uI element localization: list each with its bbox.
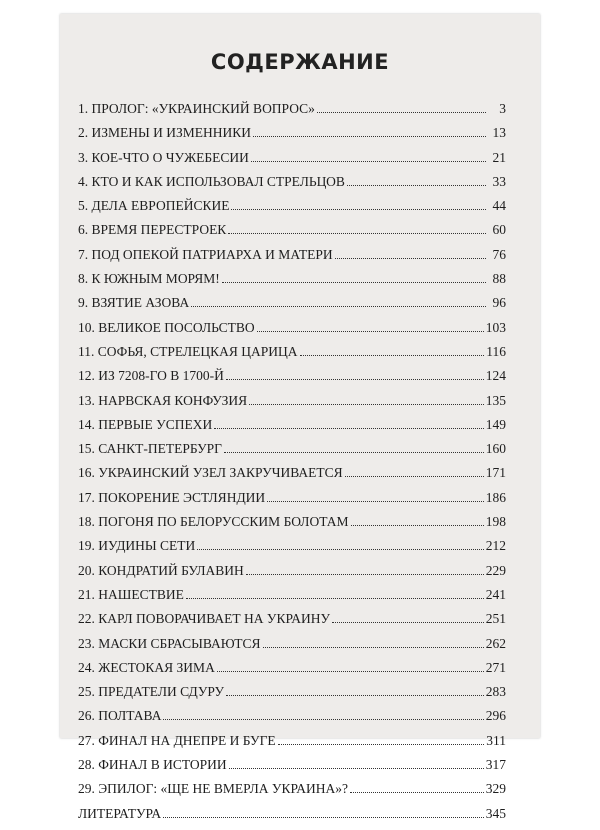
toc-entry-title: 22. КАРЛ ПОВОРАЧИВАЕТ НА УКРАИНУ: [78, 611, 331, 627]
dot-leader: [345, 476, 484, 477]
toc-entry-page-number: 88: [492, 271, 506, 287]
toc-entry: [78, 320, 506, 344]
toc-entry: [78, 150, 506, 174]
dot-leader: [347, 185, 486, 186]
dot-leader: [249, 404, 484, 405]
toc-entry-page-number: 116: [486, 343, 506, 359]
toc-entry-title: 3. КОЕ-ЧТО О ЧУЖЕБЕСИИ: [78, 149, 249, 165]
toc-entry: [78, 368, 506, 392]
dot-leader: [335, 258, 486, 259]
book-page: [60, 14, 540, 821]
dot-leader: [228, 233, 486, 234]
toc-entry-page-number: 76: [492, 246, 506, 262]
toc-entry-title: 7. ПОД ОПЕКОЙ ПАТРИАРХА И МАТЕРИ: [78, 246, 333, 262]
toc-entry-title: 6. ВРЕМЯ ПЕРЕСТРОЕК: [78, 222, 227, 238]
toc-entry: [78, 174, 506, 198]
toc-entry-page-number: 251: [485, 611, 506, 627]
dot-leader: [267, 501, 484, 502]
toc-entry-page-number: 96: [492, 295, 506, 311]
page-title: СОДЕРЖАНИЕ: [210, 50, 390, 74]
toc-entry: [78, 271, 506, 295]
toc-entry: [78, 757, 506, 781]
dot-leader: [163, 719, 483, 720]
toc-entry-title: 10. ВЕЛИКОЕ ПОСОЛЬСТВО: [78, 319, 255, 335]
dot-leader: [226, 379, 484, 380]
toc-entry-page-number: 198: [485, 514, 506, 530]
toc-entry-title: ЛИТЕРАТУРА: [78, 805, 162, 821]
toc-entry: [78, 101, 506, 125]
dot-leader: [214, 428, 484, 429]
toc-entry: [78, 393, 506, 417]
toc-entry-page-number: 3: [499, 101, 506, 116]
toc-entry-page-number: 103: [485, 319, 506, 335]
dot-leader: [226, 695, 484, 696]
dot-leader: [163, 817, 484, 818]
toc-entry: [78, 538, 506, 562]
toc-entry: [78, 490, 506, 514]
dot-leader: [253, 136, 486, 137]
toc-entry-page-number: 345: [485, 805, 506, 821]
toc-entry-title: 2. ИЗМЕНЫ И ИЗМЕННИКИ: [78, 125, 252, 141]
toc-entry: [78, 733, 506, 757]
toc-entry-title: 5. ДЕЛА ЕВРОПЕЙСКИЕ: [78, 198, 230, 214]
toc-entry-title: 12. ИЗ 7208-ГО В 1700-Й: [78, 368, 224, 384]
toc-entry: [78, 247, 506, 271]
toc-entry: [78, 684, 506, 708]
dot-leader: [257, 331, 484, 332]
toc-entry: [78, 417, 506, 441]
toc-entry-page-number: 160: [485, 441, 506, 457]
toc-entry-page-number: 33: [492, 173, 506, 189]
toc-entry: [78, 344, 506, 368]
dot-leader: [186, 598, 484, 599]
toc-entry-page-number: 171: [485, 465, 506, 481]
toc-entry-page-number: 44: [492, 198, 506, 214]
toc-entry: [78, 295, 506, 319]
toc-entry-title: 24. ЖЕСТОКАЯ ЗИМА: [78, 659, 215, 675]
dot-leader: [217, 671, 484, 672]
toc-entry-title: 4. КТО И КАК ИСПОЛЬЗОВАЛ СТРЕЛЬЦОВ: [78, 173, 345, 189]
toc-entry-title: 26. ПОЛТАВА: [78, 708, 162, 724]
dot-leader: [197, 549, 483, 550]
dot-leader: [224, 452, 484, 453]
toc-entry-title: 9. ВЗЯТИЕ АЗОВА: [78, 295, 190, 311]
toc-entry-page-number: 296: [485, 708, 506, 724]
toc-entry-title: 17. ПОКОРЕНИЕ ЭСТЛЯНДИИ: [78, 489, 266, 505]
toc-entry: [78, 198, 506, 222]
toc-entry: [78, 465, 506, 489]
toc-entry-title: 29. ЭПИЛОГ: «ЩЕ НЕ ВМЕРЛА УКРАИНА»?: [78, 781, 348, 797]
toc-entry-title: 1. ПРОЛОГ: «УКРАИНСКИЙ ВОПРОС»: [78, 101, 315, 116]
dot-leader: [351, 525, 484, 526]
dot-leader: [231, 209, 486, 210]
toc-entry: [78, 806, 506, 830]
dot-leader: [222, 282, 486, 283]
toc-entry: [78, 222, 506, 246]
toc-entry-page-number: 212: [485, 538, 506, 554]
toc-entry-page-number: 283: [485, 684, 506, 700]
toc-entry-title: 11. СОФЬЯ, СТРЕЛЕЦКАЯ ЦАРИЦА: [78, 343, 298, 359]
toc-entry-page-number: 262: [485, 635, 506, 651]
toc-entry-page-number: 241: [485, 586, 506, 602]
dot-leader: [251, 161, 486, 162]
dot-leader: [191, 306, 486, 307]
toc-entry-page-number: 135: [485, 392, 506, 408]
toc-entry-title: 19. ИУДИНЫ СЕТИ: [78, 538, 196, 554]
toc-entry-page-number: 311: [486, 732, 506, 748]
toc-entry-title: 27. ФИНАЛ НА ДНЕПРЕ И БУГЕ: [78, 732, 276, 748]
toc-entry-title: 8. К ЮЖНЫМ МОРЯМ!: [78, 271, 220, 287]
dot-leader: [246, 574, 484, 575]
table-of-contents: [78, 101, 506, 830]
dot-leader: [229, 768, 484, 769]
dot-leader: [300, 355, 485, 356]
toc-entry-title: 16. УКРАИНСКИЙ УЗЕЛ ЗАКРУЧИВАЕТСЯ: [78, 465, 343, 481]
toc-entry-title: 15. САНКТ-ПЕТЕРБУРГ: [78, 441, 222, 457]
toc-entry: [78, 708, 506, 732]
dot-leader: [317, 112, 486, 113]
toc-entry-page-number: 229: [485, 562, 506, 578]
toc-entry: [78, 636, 506, 660]
dot-leader: [263, 647, 484, 648]
toc-entry: [78, 563, 506, 587]
toc-entry-title: 13. НАРВСКАЯ КОНФУЗИЯ: [78, 392, 248, 408]
toc-entry-title: 21. НАШЕСТВИЕ: [78, 586, 184, 602]
toc-entry-page-number: 186: [485, 489, 506, 505]
toc-entry-title: 20. КОНДРАТИЙ БУЛАВИН: [78, 562, 244, 578]
toc-entry: [78, 125, 506, 149]
toc-entry: [78, 611, 506, 635]
toc-entry: [78, 660, 506, 684]
toc-entry-page-number: 271: [485, 659, 506, 675]
toc-entry: [78, 441, 506, 465]
toc-entry-page-number: 329: [485, 781, 506, 797]
toc-entry: [78, 587, 506, 611]
toc-entry-page-number: 317: [485, 757, 506, 773]
toc-entry-page-number: 149: [485, 416, 506, 432]
toc-entry-title: 18. ПОГОНЯ ПО БЕЛОРУССКИМ БОЛОТАМ: [78, 514, 349, 530]
toc-entry: [78, 514, 506, 538]
toc-entry-page-number: 124: [485, 368, 506, 384]
toc-entry-page-number: 13: [492, 125, 506, 141]
toc-entry-title: 14. ПЕРВЫЕ УСПЕХИ: [78, 416, 213, 432]
dot-leader: [350, 792, 484, 793]
toc-entry-title: 28. ФИНАЛ В ИСТОРИИ: [78, 757, 227, 773]
toc-entry-title: 23. МАСКИ СБРАСЫВАЮТСЯ: [78, 635, 261, 651]
toc-entry-page-number: 60: [492, 222, 506, 238]
toc-entry-title: 25. ПРЕДАТЕЛИ СДУРУ: [78, 684, 225, 700]
toc-entry: [78, 781, 506, 805]
toc-entry-page-number: 21: [492, 149, 506, 165]
dot-leader: [278, 744, 485, 745]
dot-leader: [332, 622, 484, 623]
